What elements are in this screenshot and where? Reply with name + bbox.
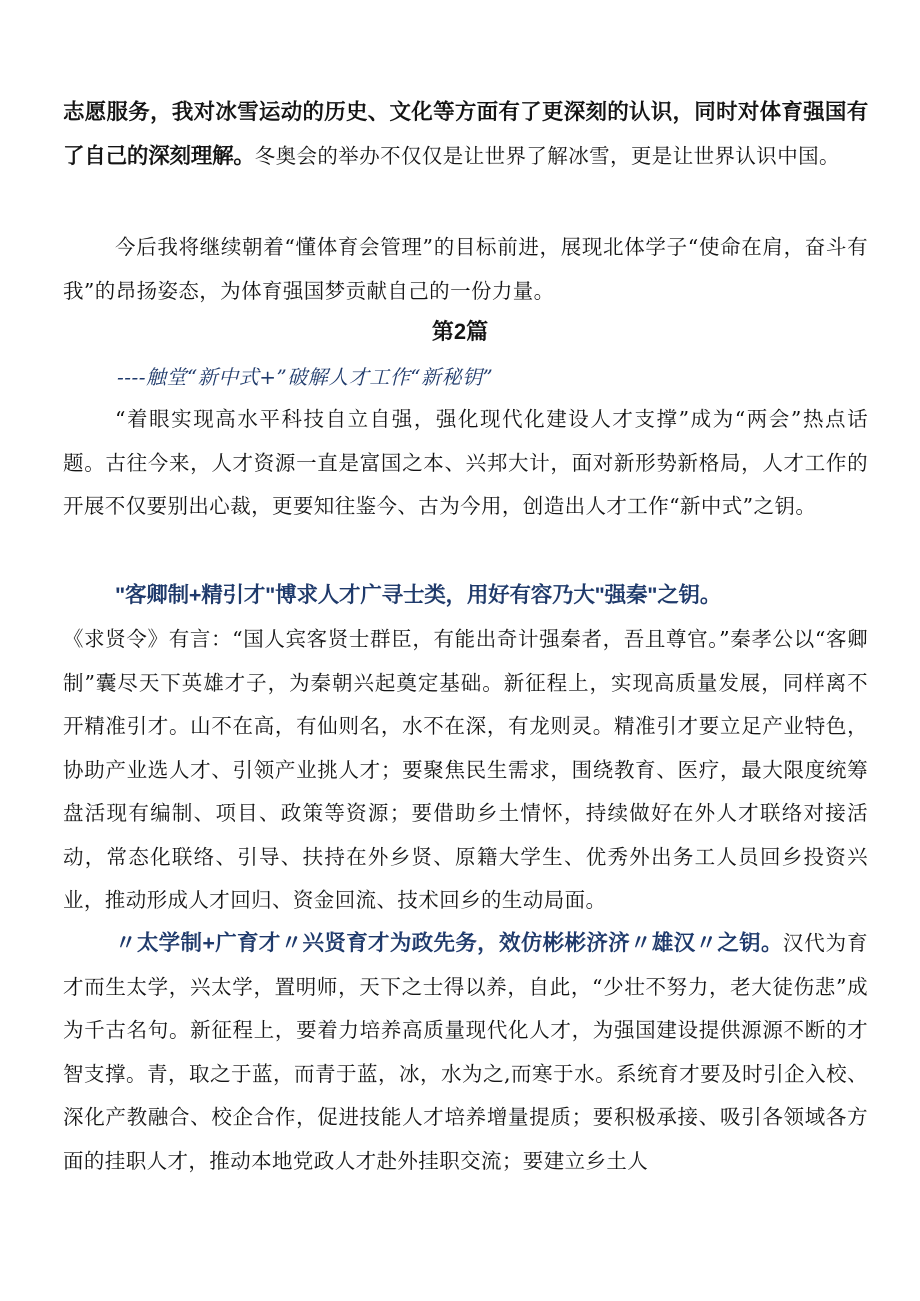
paragraph-5-heading: 〃太学制+广育才〃兴贤育才为政先务，效仿彬彬济济〃雄汉〃之钥。 [115,931,783,955]
heading-1 [63,574,868,618]
section-subtitle: ----触堂“新中式+”破解人才工作“新秘钥” [117,365,494,389]
paragraph-2 [63,226,868,313]
paragraph-5-text: 汉代为育才而生太学，兴太学，置明师，天下之士得以养，自此，“少壮不努力，老大徒伤悲”成为千古名句。新征程上，要着力培养高质量现代化人才，为强国建设提供源源不断的才智支撑。青，取之于蓝，而青于蓝，冰，水为之,而寒于水。系统育才要及时引企入校、深化产教融合、校企合作，促进技能人才培养增量提质；要积极承接、吸引各领域各方面的挂职人才，推动本地党政人才赴外挂职交流；要建立乡土人 [63,931,869,1173]
paragraph-1-bold-text: 志愿服务，我对冰雪运动的历史、文化等方面有了更深刻的认识，同时对体育强国有了自己的深刻理解。 [63,100,868,168]
paragraph-3 [63,398,868,529]
paragraph-2-text: 今后我将继续朝着“懂体育会管理”的目标前进，展现北体学子“使命在肩，奋斗有我”的昂扬姿态，为体育强国梦贡献自己的一份力量。 [63,235,868,303]
heading-1-text: "客卿制+精引才"博求人才广寻士类，用好有容乃大"强秦"之钥。 [115,583,722,607]
paragraph-3-text: “着眼实现高水平科技自立自强，强化现代化建设人才支撑”成为“两会”热点话题。古往今来，人才资源一直是富国之本、兴邦大计，面对新形势新格局，人才工作的开展不仅要别出心裁，更要知往鉴今、古为今用，创造出人才工作“新中式”之钥。 [63,407,868,518]
paragraph-1-text: 冬奥会的举办不仅仅是让世界了解冰雪，更是让世界认识中国。 [254,143,840,168]
paragraph-4-text: 《求贤令》有言：“国人宾客贤士群臣，有能出奇计强秦者，吾且尊官。”秦孝公以“客卿制”囊尽天下英雄才子，为秦朝兴起奠定基础。新征程上，实现高质量发展，同样离不开精准引才。山不在高，有仙则名，水不在深，有龙则灵。精准引才要立足产业特色，协助产业选人才、引领产业挑人才；要聚焦民生需求，围绕教育、医疗，最大限度统筹盘活现有编制、项目、政策等资源；要借助乡土情怀，持续做好在外人才联络对接活动，常态化联络、引导、扶持在外乡贤、原籍大学生、优秀外出务工人员回乡投资兴业，推动形成人才回归、资金回流、技术回乡的生动局面。 [63,627,868,912]
paragraph-5 [63,922,868,1183]
section-title: 第2篇 [431,319,489,344]
paragraph-4 [63,618,868,923]
paragraph-1 [63,91,868,178]
